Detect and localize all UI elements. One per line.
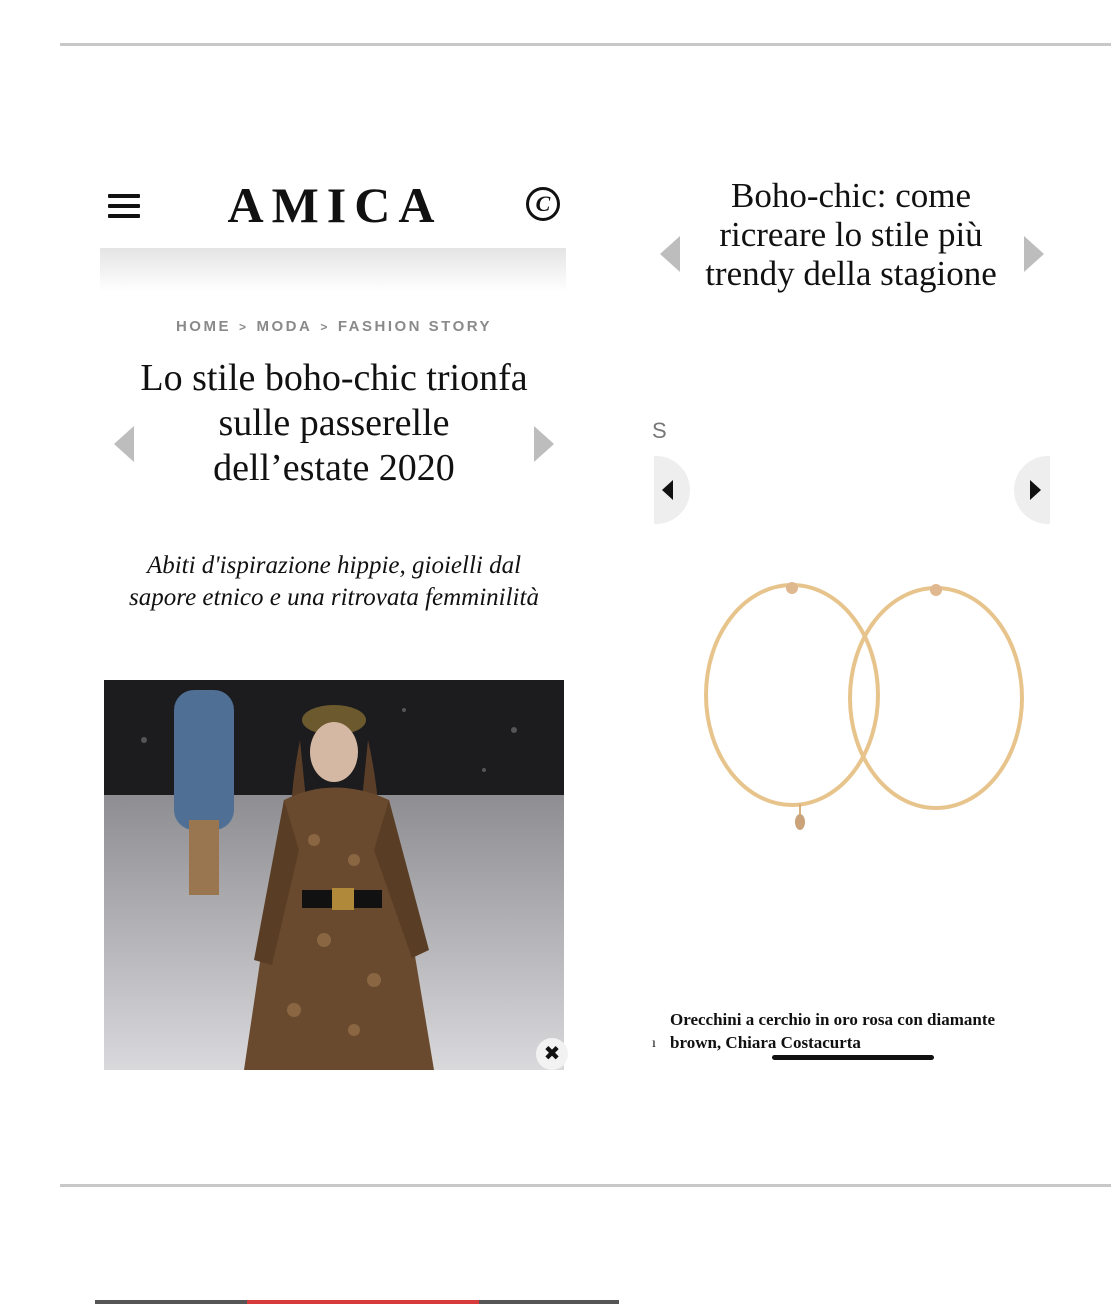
breadcrumb-home[interactable]: HOME (175, 318, 231, 335)
menu-icon[interactable] (108, 194, 140, 218)
next-slide-arrow-icon[interactable] (1024, 236, 1044, 272)
article-headline: Lo stile boho-chic trionfa sulle passerelle dell’estate 2020 (140, 357, 528, 489)
breadcrumb-fashion-story[interactable]: FASHION STORY (337, 318, 493, 335)
gallery-next-button[interactable] (1014, 456, 1050, 524)
top-divider (60, 43, 1111, 46)
home-indicator[interactable] (772, 1055, 934, 1060)
right-screenshot (652, 160, 1052, 1080)
caption-mark: ı (652, 1036, 656, 1051)
left-screenshot (100, 160, 568, 1080)
next-article-arrow-icon[interactable] (534, 426, 554, 462)
breadcrumb-moda[interactable]: MODA (256, 318, 313, 335)
caret-left-icon (662, 480, 673, 500)
circle-logo-icon[interactable]: C (526, 187, 560, 221)
site-logo[interactable]: AMICA (227, 177, 443, 233)
bottom-progress-bar (95, 1300, 619, 1304)
previous-slide-arrow-icon[interactable] (660, 236, 680, 272)
breadcrumb-separator: > (320, 320, 330, 334)
gallery-previous-button[interactable] (654, 456, 690, 524)
caret-right-icon (1030, 480, 1041, 500)
bottom-divider (60, 1184, 1111, 1187)
header-shadow (100, 248, 566, 292)
close-ad-icon[interactable]: ✖ (536, 1038, 568, 1070)
product-caption: Orecchini a cerchio in oro rosa con diamante brown, Chiara Costacurta (670, 1010, 996, 1052)
gallery-title: Boho-chic: come ricreare lo stile più trendy della stagione (705, 176, 997, 293)
article-subtitle: Abiti d'ispirazione hippie, gioielli dal sapore etnico e una ritrovata femminilità (129, 552, 539, 611)
runway-photo (104, 680, 564, 1070)
previous-article-arrow-icon[interactable] (114, 426, 134, 462)
breadcrumb-separator: > (238, 320, 249, 334)
breadcrumb (100, 318, 568, 335)
bottom-progress-accent (247, 1300, 479, 1304)
runway-photo-illustration (104, 680, 564, 1070)
partial-label: S (652, 418, 667, 443)
hoop-earrings-image (696, 570, 1036, 840)
